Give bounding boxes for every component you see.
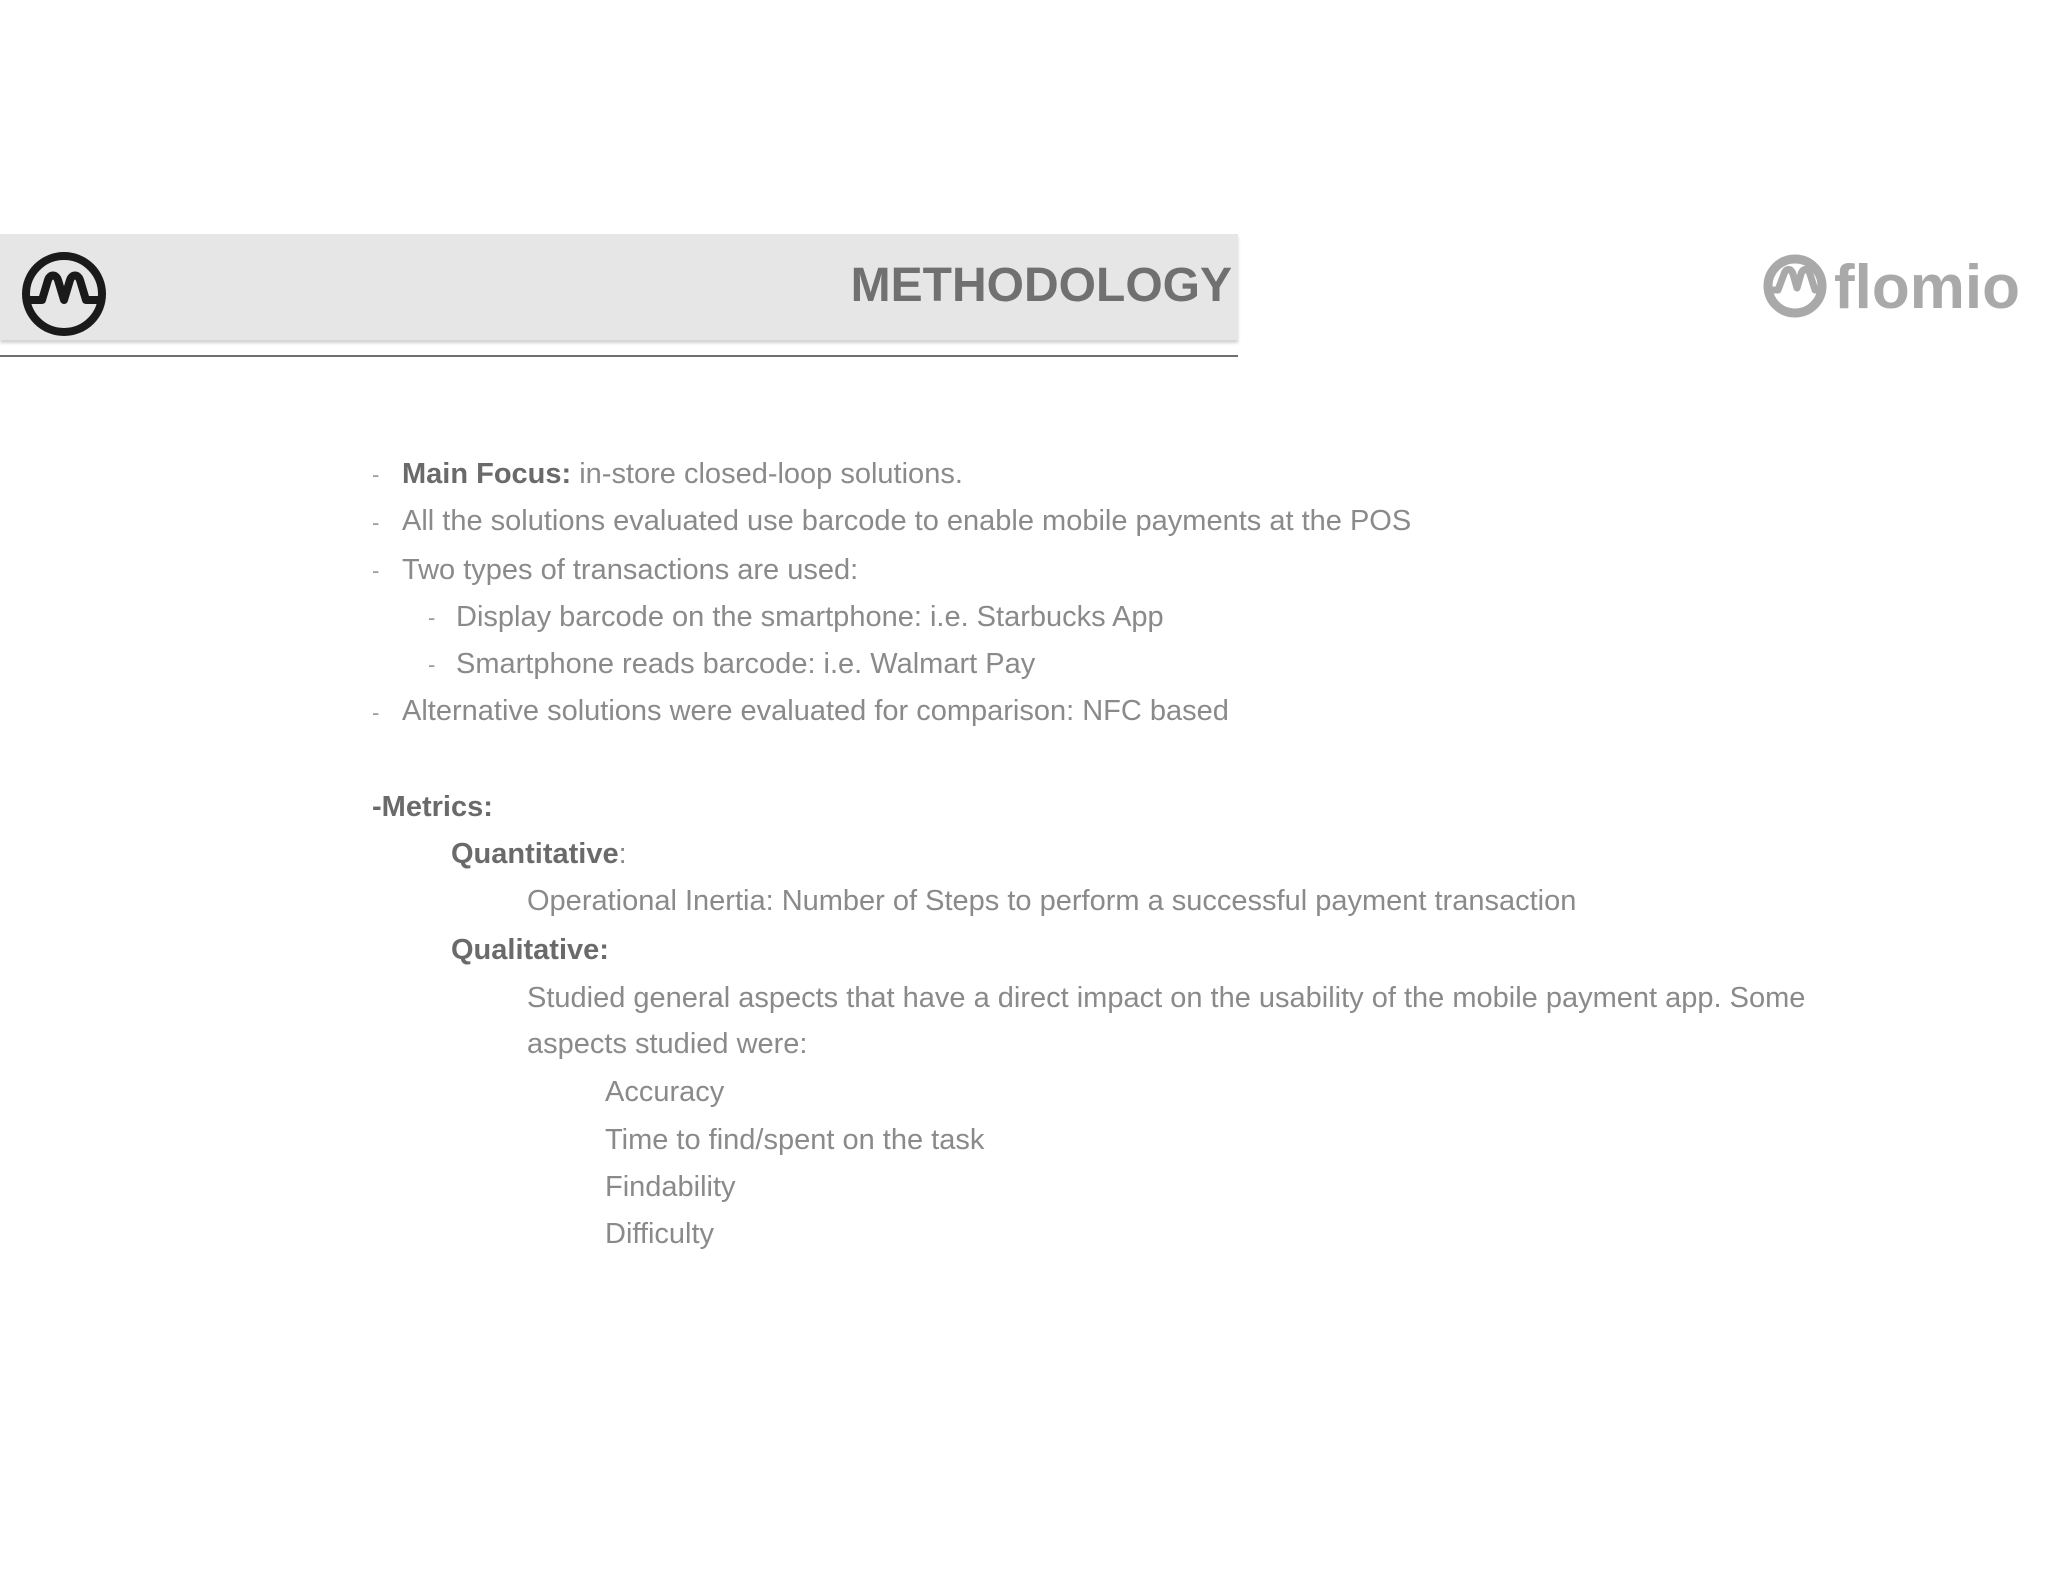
bullet-dash: -	[372, 510, 380, 535]
bullet-transaction-types: Two types of transactions are used:	[402, 554, 859, 586]
quantitative-description: Operational Inertia: Number of Steps to perform a successful payment transaction	[527, 885, 1577, 917]
aspect-item: Accuracy	[605, 1076, 725, 1108]
aspect-item: Findability	[605, 1171, 736, 1203]
bullet-alternative-solutions: Alternative solutions were evaluated for comparison: NFC based	[402, 695, 1229, 727]
quantitative-label: Quantitative	[451, 838, 619, 870]
quantitative-heading	[451, 836, 627, 872]
bullet-dash: -	[372, 558, 380, 583]
qualitative-description-line1: Studied general aspects that have a direct impact on the usability of the mobile payment app. Some	[527, 982, 1806, 1014]
sub-bullet-display-barcode: Display barcode on the smartphone: i.e. Starbucks App	[456, 601, 1164, 633]
bullet-dash: -	[372, 462, 380, 487]
main-focus-label: Main Focus:	[402, 458, 572, 490]
svg-text:flomio: flomio	[1834, 253, 2020, 322]
aspect-item: Time to find/spent on the task	[605, 1124, 985, 1156]
qualitative-heading: Qualitative:	[451, 934, 609, 966]
bullet-main-focus	[402, 456, 963, 492]
metrics-heading: -Metrics:	[372, 791, 493, 823]
bullet-dash: -	[372, 700, 380, 725]
sub-bullet-dash: -	[428, 605, 436, 630]
qualitative-description-line2: aspects studied were:	[527, 1028, 808, 1060]
aspect-item: Difficulty	[605, 1218, 715, 1250]
slide-title: METHODOLOGY	[850, 259, 1232, 312]
sub-bullet-dash: -	[428, 652, 436, 677]
quantitative-colon: :	[618, 838, 627, 870]
bullet-barcode: All the solutions evaluated use barcode to enable mobile payments at the POS	[402, 505, 1412, 537]
main-focus-text: in-store closed-loop solutions.	[579, 458, 963, 490]
sub-bullet-reads-barcode: Smartphone reads barcode: i.e. Walmart Pay	[456, 648, 1036, 680]
